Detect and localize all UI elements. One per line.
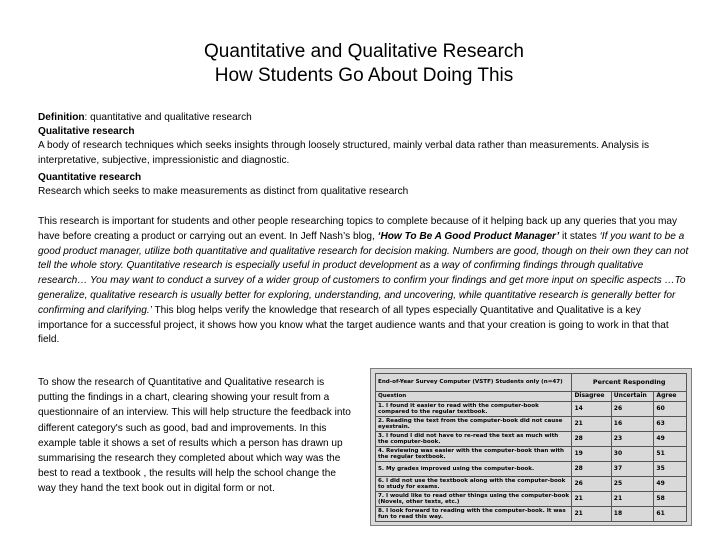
survey-agree: 49 <box>654 432 687 447</box>
survey-question: 7. I would like to read other things using the computer-book (Novels, other texts, etc.) <box>376 492 572 507</box>
main-paragraph <box>38 215 690 348</box>
quantitative-text: Research which seeks to make measurements as distinct from qualitative research <box>38 186 409 198</box>
survey-question: 4. Reviewing was easier with the computer-book than with the regular textbook. <box>376 447 572 462</box>
survey-uncertain: 16 <box>611 417 654 432</box>
main-paragraph-text <box>38 215 690 348</box>
survey-disagree: 28 <box>572 462 611 477</box>
definitions-section <box>38 111 690 199</box>
lower-paragraph-text: To show the research of Quantitative and Qualitative research is putting the findings in a chart, clearing showing your result from a questionnaire of an interview. This will help structure the feedback into different category's such as good, bad and improvements. In this example table it shows a set of results which a person has drawn up summarising the research they completed about which way was the best to read a textbook , the results will help the school change the way they hand the text book out in digital form or not. <box>38 377 351 495</box>
page-title <box>0 40 728 88</box>
definition-line <box>38 111 690 125</box>
table-row <box>376 462 687 477</box>
main-text-1: This research is important for students and other people researching topics to complete because of it helping back up any queries that you may have before creating a product or carrying out an event. In Jeff Nash’s blog, <box>38 216 678 242</box>
table-row <box>376 477 687 492</box>
survey-uncertain: 26 <box>611 402 654 417</box>
qualitative-heading <box>38 125 690 139</box>
quantitative-heading-text: Quantitative research <box>38 171 142 183</box>
table-row <box>376 492 687 507</box>
survey-disagree: 21 <box>572 507 611 522</box>
survey-question: 1. I found it easier to read with the computer-book compared to the regular textbook. <box>376 402 572 417</box>
survey-agree: 35 <box>654 462 687 477</box>
qualitative-heading-text: Qualitative research <box>38 126 135 138</box>
survey-disagree: 21 <box>572 417 611 432</box>
survey-disagree: 14 <box>572 402 611 417</box>
col-disagree: Disagree <box>572 392 611 402</box>
col-agree: Agree <box>654 392 687 402</box>
survey-header-right: Percent Responding <box>572 374 687 392</box>
survey-uncertain: 37 <box>611 462 654 477</box>
definition-text: : quantitative and qualitative research <box>84 112 252 123</box>
blog-title: ‘How To Be A Good Product Manager’ <box>377 230 560 242</box>
survey-question: 3. I found I did not have to re-read the text as much with the computer-book. <box>376 432 572 447</box>
survey-disagree: 19 <box>572 447 611 462</box>
main-text-3: This blog helps verify the knowledge that research of all types especially Quantitative and Qualitative is a key importance for a successful project, it shows how you know what the target audience wants and that your creation is going to work in that that field. <box>38 304 669 346</box>
quantitative-heading <box>38 171 690 185</box>
main-text-2: it states <box>559 230 600 242</box>
qualitative-text: A body of research techniques which seeks insights through loosely structured, mainly verbal data rather than measurements. Analysis is interpretative, subjective, impressionistic and diagnostic. <box>38 140 649 166</box>
survey-uncertain: 21 <box>611 492 654 507</box>
survey-header-left: End-of-Year Survey Computer (VSTF) Students only (n=47) <box>376 374 572 392</box>
survey-uncertain: 30 <box>611 447 654 462</box>
survey-table <box>375 373 687 522</box>
survey-agree: 58 <box>654 492 687 507</box>
survey-column-headers <box>376 392 687 402</box>
survey-uncertain: 25 <box>611 477 654 492</box>
col-uncertain: Uncertain <box>611 392 654 402</box>
survey-agree: 51 <box>654 447 687 462</box>
survey-header-row <box>376 374 687 392</box>
blog-quote: ‘If you want to be a good product manager, utilize both quantitative and qualitative research for decision making. Numbers are good, though on their own they can not tell the whole story. Quantitative research is especially useful in product development as a way of confirming findings through qualitative research… You may want to conduct a survey of a wider group of customers to confirm your findings and get more input on specific aspects …To generalize, qualitative research is usually better for exploring, understanding, and uncovering, while quantitative research is generally better for confirming and clarifying.’ <box>38 230 689 316</box>
definition-label: Definition <box>38 112 85 123</box>
survey-question: 6. I did not use the textbook along with the computer-book to study for exams. <box>376 477 572 492</box>
survey-question: 2. Reading the text from the computer-book did not cause eyestrain. <box>376 417 572 432</box>
table-row <box>376 507 687 522</box>
table-row <box>376 402 687 417</box>
table-row <box>376 417 687 432</box>
lower-paragraph <box>38 375 356 497</box>
table-row <box>376 432 687 447</box>
survey-disagree: 21 <box>572 492 611 507</box>
survey-uncertain: 18 <box>611 507 654 522</box>
survey-agree: 61 <box>654 507 687 522</box>
survey-uncertain: 23 <box>611 432 654 447</box>
survey-agree: 63 <box>654 417 687 432</box>
survey-agree: 60 <box>654 402 687 417</box>
survey-agree: 49 <box>654 477 687 492</box>
survey-question: 5. My grades improved using the computer-book. <box>376 462 572 477</box>
survey-question: 8. I look forward to reading with the computer-book. It was fun to read this way. <box>376 507 572 522</box>
title-line-1: Quantitative and Qualitative Research <box>203 41 524 62</box>
table-row <box>376 447 687 462</box>
title-line-2: How Students Go About Doing This <box>214 65 514 86</box>
survey-table-image <box>370 368 692 526</box>
survey-disagree: 26 <box>572 477 611 492</box>
survey-disagree: 28 <box>572 432 611 447</box>
col-question: Question <box>376 392 572 402</box>
